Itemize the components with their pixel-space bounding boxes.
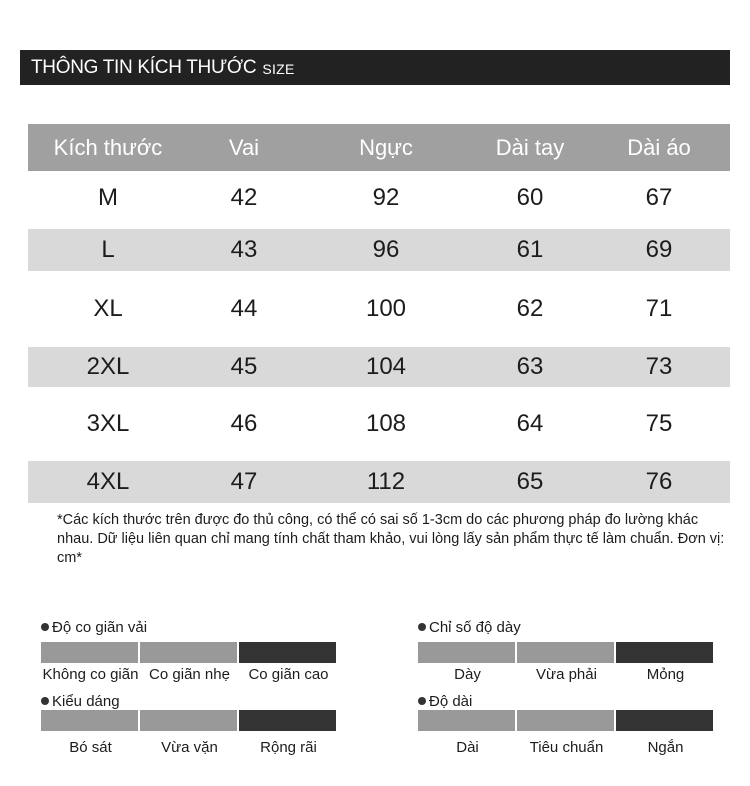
- table-cell: 67: [645, 183, 673, 211]
- scale-option: Vừa phải: [536, 666, 597, 683]
- scale-option: Rộng rãi: [260, 739, 317, 756]
- table-cell: 76: [645, 468, 673, 495]
- table-cell: 45: [230, 353, 258, 380]
- table-cell: 2XL: [86, 353, 130, 380]
- scale-option: Co giãn nhẹ: [149, 666, 230, 683]
- table-cell: 69: [645, 236, 673, 263]
- attr-label: Độ co giãn vải: [52, 618, 148, 636]
- bullet-icon: [418, 623, 426, 631]
- scale-bars: [41, 710, 338, 731]
- scale-bar-selected: [616, 642, 713, 663]
- scale-bars: [418, 710, 715, 731]
- scale-options: [418, 666, 715, 683]
- scale-bar: [41, 710, 138, 731]
- scale-option: Tiêu chuẩn: [529, 739, 604, 756]
- bullet-icon: [41, 623, 49, 631]
- scale-options: [418, 739, 715, 756]
- table-cell: 108: [365, 410, 407, 437]
- table-cell: 73: [645, 353, 673, 380]
- table-cell: 43: [230, 236, 258, 263]
- scale-option: Ngắn: [647, 739, 684, 756]
- table-cell: 63: [516, 353, 544, 380]
- scale-option: Dày: [454, 666, 481, 683]
- bullet-icon: [41, 697, 49, 705]
- page-title: THÔNG TIN KÍCH THƯỚC: [31, 56, 257, 78]
- table-cell: 65: [516, 468, 544, 495]
- size-table: [28, 124, 730, 503]
- table-header: [28, 124, 730, 171]
- attr-thickness: [418, 618, 685, 683]
- table-row: [28, 229, 730, 271]
- column-header-body-length: Dài áo: [627, 134, 691, 160]
- attr-label: Độ dài: [429, 692, 473, 710]
- table-row: [28, 271, 730, 347]
- column-header-shoulder: Vai: [228, 134, 260, 160]
- column-header-size: Kích thước: [53, 134, 163, 160]
- table-cell: 104: [365, 353, 407, 380]
- table-row: [28, 461, 730, 503]
- scale-option: Mỏng: [646, 666, 685, 683]
- table-cell: 61: [516, 236, 544, 263]
- attr-fit: [41, 692, 317, 756]
- table-cell: M: [98, 183, 118, 211]
- table-cell: 112: [366, 468, 406, 495]
- attr-length: [418, 692, 684, 756]
- page-subtitle: SIZE: [262, 61, 295, 77]
- attr-label: Kiểu dáng: [52, 692, 120, 710]
- table-row: [28, 171, 730, 224]
- scale-bar-selected: [616, 710, 713, 731]
- table-cell: XL: [93, 295, 123, 322]
- table-cell: 60: [516, 183, 544, 211]
- table-cell: 75: [645, 410, 673, 437]
- scale-option: Bó sát: [69, 739, 112, 756]
- bullet-icon: [418, 697, 426, 705]
- scale-bar: [418, 642, 515, 663]
- title-bar: [20, 50, 730, 85]
- column-header-sleeve-length: Dài tay: [495, 134, 565, 160]
- scale-options: [41, 666, 338, 683]
- table-cell: 3XL: [86, 410, 130, 437]
- table-cell: 71: [645, 295, 673, 322]
- table-row: [28, 387, 730, 461]
- attr-elasticity: [41, 618, 329, 683]
- table-cell: 92: [372, 183, 400, 211]
- table-cell: 47: [230, 468, 258, 495]
- scale-bar: [517, 710, 614, 731]
- column-header-chest: Ngực: [359, 134, 413, 160]
- scale-option: Dài: [456, 739, 479, 756]
- attr-label: Chỉ số độ dày: [429, 618, 521, 636]
- table-cell: 62: [516, 295, 544, 322]
- scale-option: Không co giãn: [42, 666, 139, 683]
- table-cell: 42: [230, 183, 258, 211]
- scale-option: Co giãn cao: [248, 666, 329, 683]
- scale-bar-selected: [239, 710, 336, 731]
- scale-bar: [140, 710, 237, 731]
- table-cell: 44: [230, 295, 258, 322]
- table-cell: 4XL: [86, 468, 130, 495]
- scale-options: [41, 739, 338, 756]
- scale-bar: [41, 642, 138, 663]
- scale-bar: [140, 642, 237, 663]
- scale-bar: [418, 710, 515, 731]
- table-cell: 46: [230, 410, 258, 437]
- scale-bar: [517, 642, 614, 663]
- table-row: [28, 347, 730, 387]
- scale-bars: [418, 642, 715, 663]
- table-cell: 100: [365, 295, 407, 322]
- measurement-note: *Các kích thước trên được đo thủ công, có thể có sai số 1-3cm do các phương pháp đo lường khác nhau. Dữ liệu liên quan chỉ mang tính chất tham khảo, vui lòng lấy sản phẩm thực tế làm chuẩn. Đơn vị: cm*: [57, 512, 725, 566]
- table-cell: 64: [516, 410, 544, 437]
- table-cell: L: [101, 236, 115, 263]
- table-cell: 96: [372, 236, 400, 263]
- scale-bar-selected: [239, 642, 336, 663]
- scale-bars: [41, 642, 338, 663]
- scale-option: Vừa vặn: [161, 739, 218, 756]
